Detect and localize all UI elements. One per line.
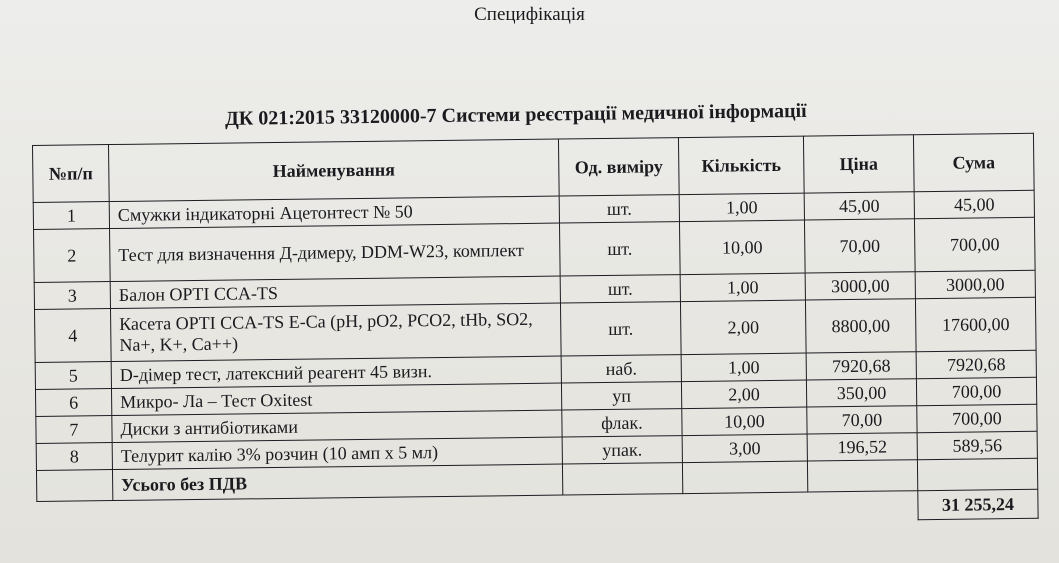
- cell-num: 3: [34, 282, 110, 310]
- header-sum: Сума: [913, 133, 1034, 191]
- cell-sum: 700,00: [916, 377, 1036, 405]
- cell-num: 2: [34, 229, 111, 283]
- cell-price: 3000,00: [805, 272, 915, 300]
- cell-sum: 700,00: [917, 404, 1037, 432]
- cell-qty: 10,00: [682, 407, 807, 436]
- document-heading: Специфікація: [474, 4, 585, 25]
- cell-name: D-дімер тест, латексний реагент 45 визн.: [111, 356, 561, 388]
- cell-name: Смужки індикаторні Ацетонтест № 50: [109, 196, 559, 228]
- cell-price: 350,00: [806, 379, 916, 407]
- total-spacer-cell: [917, 458, 1037, 490]
- specification-table-wrapper: [32, 133, 1039, 531]
- specification-table: [32, 133, 1039, 531]
- cell-sum: 7920,68: [916, 350, 1036, 378]
- cell-name: Касета OPTI CCA-TS E-Ca (pH, pO2, PCO2, tHb, SO2, Na+, K+, Ca++): [111, 303, 562, 361]
- total-spacer-cell: [807, 460, 917, 492]
- cell-name: Тест для визначення Д-димеру, DDM-W23, комплект: [110, 223, 561, 281]
- cell-name: Микро- Ла – Тест Oxitest: [111, 383, 561, 415]
- cell-unit: наб.: [561, 355, 681, 383]
- cell-num: 7: [36, 416, 112, 444]
- header-unit: Од. виміру: [558, 138, 679, 196]
- total-spacer-cell: [562, 463, 682, 495]
- cell-price: 70,00: [807, 406, 917, 434]
- cell-unit: шт.: [560, 275, 680, 303]
- cell-sum: 17600,00: [915, 297, 1036, 351]
- cell-price: 7920,68: [806, 352, 916, 380]
- cell-qty: 2,00: [681, 380, 806, 409]
- cell-qty: 3,00: [682, 434, 807, 463]
- cell-qty: 2,00: [680, 300, 806, 355]
- cell-qty: 1,00: [681, 353, 806, 382]
- cell-num: 1: [33, 202, 109, 230]
- cell-name: Телурит калію 3% розчин (10 амп х 5 мл): [112, 437, 562, 469]
- cell-qty: 1,00: [680, 273, 805, 302]
- header-qty: Кількість: [678, 136, 804, 195]
- total-spacer-cell: [36, 470, 112, 502]
- cell-unit: шт.: [559, 195, 679, 223]
- cell-unit: флак.: [562, 409, 682, 437]
- total-spacer-cell: [682, 461, 807, 494]
- cell-qty: 10,00: [679, 220, 805, 275]
- cell-num: 6: [35, 389, 111, 417]
- cell-unit: шт.: [559, 222, 680, 276]
- cell-unit: упак.: [562, 436, 682, 464]
- total-value: 31 255,24: [918, 489, 1038, 519]
- cell-qty: 1,00: [679, 193, 804, 222]
- cell-num: 8: [36, 443, 112, 471]
- cell-sum: 700,00: [914, 217, 1035, 271]
- header-name: Найменування: [109, 139, 560, 201]
- cell-sum: 589,56: [917, 431, 1037, 459]
- cell-num: 4: [35, 309, 112, 363]
- cell-unit: шт.: [560, 302, 681, 356]
- cell-name: Диски з антибіотиками: [112, 410, 562, 442]
- document-subtitle: ДК 021:2015 33120000-7 Системи реєстрації медичної інформації: [224, 99, 807, 130]
- total-label: Усього без ПДВ: [112, 464, 562, 500]
- header-price: Ціна: [803, 135, 914, 193]
- cell-price: 70,00: [804, 219, 915, 273]
- cell-price: 8800,00: [805, 299, 916, 353]
- cell-price: 45,00: [804, 192, 914, 220]
- cell-price: 196,52: [807, 433, 917, 461]
- cell-sum: 45,00: [914, 190, 1034, 218]
- cell-num: 5: [35, 362, 111, 390]
- cell-name: Балон OPTI CCA-TS: [110, 276, 560, 308]
- cell-unit: уп: [561, 382, 681, 410]
- cell-sum: 3000,00: [915, 270, 1035, 298]
- header-num: №п/п: [33, 145, 110, 203]
